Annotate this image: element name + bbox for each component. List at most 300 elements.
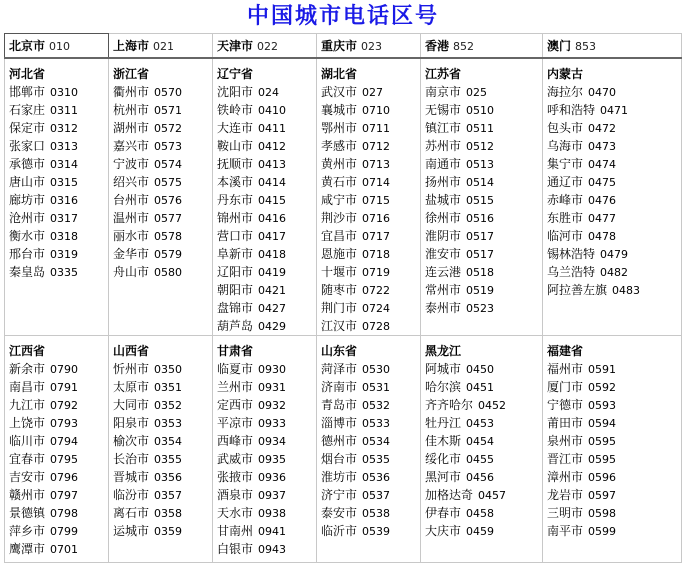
area-code: 0794 [50,435,79,448]
city-entry [425,227,542,245]
city-entry [547,245,681,263]
city-name: 泰安市 [321,506,358,520]
area-code: 0454 [466,435,495,448]
area-code: 0518 [466,266,495,279]
header-city: 北京市 [9,39,46,53]
province-row-1 [5,58,682,336]
area-code: 0356 [154,471,183,484]
city-name: 舟山市 [113,265,150,279]
city-entry [9,245,108,263]
area-code: 0354 [154,435,183,448]
city-entry [547,396,681,414]
area-code: 0532 [362,399,391,412]
city-name: 葫芦岛 [217,319,254,333]
city-name: 临夏市 [217,362,254,376]
city-name: 武威市 [217,452,254,466]
city-name: 绥化市 [425,452,462,466]
page-title: 中国城市电话区号 [246,4,439,29]
area-code: 0799 [50,525,79,538]
province-name: 山东省 [321,344,358,358]
province-cell [109,58,213,336]
city-entry [113,396,212,414]
city-entry [425,245,542,263]
city-name: 抚顺市 [217,157,254,171]
area-code: 0479 [600,248,629,261]
city-entry [425,173,542,191]
area-code: 0513 [466,158,495,171]
city-entry [217,155,316,173]
city-name: 菏泽市 [321,362,358,376]
area-code: 0516 [466,212,495,225]
city-name: 漳州市 [547,470,584,484]
city-name: 鹰潭市 [9,542,46,556]
city-entry [217,378,316,396]
area-code: 0713 [362,158,391,171]
city-entry [547,468,681,486]
city-entry [9,522,108,540]
city-entry [321,263,420,281]
area-code: 0535 [362,453,391,466]
city-entry [217,227,316,245]
city-entry [547,414,681,432]
city-entry [113,173,212,191]
city-name: 长治市 [113,452,150,466]
area-code: 0358 [154,507,183,520]
city-entry [217,522,316,540]
city-entry [321,137,420,155]
city-entry [217,191,316,209]
city-entry [113,83,212,101]
city-name: 咸宁市 [321,193,358,207]
city-entry [217,83,316,101]
area-code: 0359 [154,525,183,538]
city-entry [547,137,681,155]
area-code: 0450 [466,363,495,376]
city-name: 孝感市 [321,139,358,153]
area-code: 0455 [466,453,495,466]
area-code: 0701 [50,543,79,556]
city-name: 张家口 [9,139,46,153]
city-name: 白银市 [217,542,254,556]
city-entry [9,173,108,191]
city-entry [217,414,316,432]
city-entry [425,414,542,432]
city-entry [9,360,108,378]
area-code: 0472 [588,122,617,135]
header-cell-hongkong [421,34,543,59]
area-code: 0515 [466,194,495,207]
province-name: 浙江省 [113,67,150,81]
province-name: 山西省 [113,344,150,358]
city-name: 盐城市 [425,193,462,207]
city-entry [321,299,420,317]
city-entry [547,209,681,227]
city-entry [321,209,420,227]
area-code: 0719 [362,266,391,279]
city-entry [113,191,212,209]
city-name: 无锡市 [425,103,462,117]
area-code: 0791 [50,381,79,394]
area-code: 0512 [466,140,495,153]
area-code: 0724 [362,302,391,315]
area-code: 0483 [612,284,641,297]
header-code: 023 [361,40,383,53]
area-code: 0538 [362,507,391,520]
area-code: 0319 [50,248,79,261]
city-name: 襄城市 [321,103,358,117]
city-name: 保定市 [9,121,46,135]
city-name: 包头市 [547,121,584,135]
area-code: 0470 [588,86,617,99]
area-code: 0311 [50,104,79,117]
city-name: 上饶市 [9,416,46,430]
city-entry [547,227,681,245]
city-entry [547,263,681,281]
city-name: 石家庄 [9,103,46,117]
province-name: 湖北省 [321,67,358,81]
area-code: 0314 [50,158,79,171]
city-name: 邯郸市 [9,85,46,99]
city-name: 宁德市 [547,398,584,412]
area-code: 0795 [50,453,79,466]
city-entry [321,281,420,299]
province-name: 黑龙江 [425,344,462,358]
city-name: 朝阳市 [217,283,254,297]
area-code: 0592 [588,381,617,394]
city-name: 十堰市 [321,265,358,279]
area-code: 0352 [154,399,183,412]
area-code: 0452 [478,399,507,412]
header-city: 天津市 [217,39,254,53]
header-code: 852 [453,40,475,53]
city-name: 东胜市 [547,211,584,225]
city-entry [9,101,108,119]
city-name: 武汉市 [321,85,358,99]
area-code: 0593 [588,399,617,412]
area-code: 0715 [362,194,391,207]
city-name: 南平市 [547,524,584,538]
city-entry [547,450,681,468]
area-code: 0711 [362,122,391,135]
city-name: 杭州市 [113,103,150,117]
area-code: 024 [258,86,280,99]
area-code: 0931 [258,381,287,394]
area-code: 0539 [362,525,391,538]
city-name: 哈尔滨 [425,380,462,394]
city-name: 牡丹江 [425,416,462,430]
area-code: 0933 [258,417,287,430]
city-entry [113,263,212,281]
city-name: 临河市 [547,229,584,243]
city-entry [321,360,420,378]
city-entry [217,101,316,119]
area-code: 0574 [154,158,183,171]
city-entry [321,227,420,245]
city-entry [217,137,316,155]
area-code: 0475 [588,176,617,189]
area-code: 0580 [154,266,183,279]
city-name: 淮阴市 [425,229,462,243]
area-code: 0457 [478,489,507,502]
area-code: 0718 [362,248,391,261]
area-code: 0596 [588,471,617,484]
area-code: 0523 [466,302,495,315]
city-name: 忻州市 [113,362,150,376]
province-name: 江西省 [9,344,46,358]
area-code: 0530 [362,363,391,376]
area-code: 0796 [50,471,79,484]
city-name: 青岛市 [321,398,358,412]
area-code: 0578 [154,230,183,243]
area-code: 0415 [258,194,287,207]
city-name: 宁波市 [113,157,150,171]
city-name: 通辽市 [547,175,584,189]
area-code: 0459 [466,525,495,538]
area-code: 0416 [258,212,287,225]
area-code: 0421 [258,284,287,297]
area-code: 0576 [154,194,183,207]
area-code: 0412 [258,140,287,153]
city-entry [217,209,316,227]
city-name: 张掖市 [217,470,254,484]
city-name: 温州市 [113,211,150,225]
city-entry [547,486,681,504]
city-name: 赤峰市 [547,193,584,207]
city-entry [547,360,681,378]
city-entry [321,468,420,486]
city-entry [321,504,420,522]
area-code: 0419 [258,266,287,279]
province-cell [543,58,682,336]
city-entry [9,263,108,281]
city-entry [547,119,681,137]
area-code: 0414 [258,176,287,189]
city-entry [113,360,212,378]
municipality-header-row [5,34,682,59]
city-name: 大同市 [113,398,150,412]
city-entry [547,522,681,540]
area-code: 0411 [258,122,287,135]
area-code: 0598 [588,507,617,520]
city-entry [9,209,108,227]
area-code: 0317 [50,212,79,225]
area-code: 0482 [600,266,629,279]
province-name: 内蒙古 [547,67,584,81]
city-name: 荆门市 [321,301,358,315]
area-code: 0474 [588,158,617,171]
city-entry [425,504,542,522]
city-name: 甘南州 [217,524,254,538]
city-name: 阜新市 [217,247,254,261]
city-name: 荆沙市 [321,211,358,225]
city-entry [321,396,420,414]
city-entry [425,432,542,450]
city-name: 萍乡市 [9,524,46,538]
city-entry [113,101,212,119]
city-name: 湖州市 [113,121,150,135]
area-code: 0312 [50,122,79,135]
header-code: 853 [575,40,597,53]
city-name: 济南市 [321,380,358,394]
city-entry [321,173,420,191]
city-entry [113,227,212,245]
city-name: 锦州市 [217,211,254,225]
city-name: 福州市 [547,362,584,376]
area-code: 0790 [50,363,79,376]
city-entry [9,191,108,209]
area-code: 0935 [258,453,287,466]
header-code: 022 [257,40,279,53]
city-name: 加格达奇 [425,488,474,502]
header-city: 重庆市 [321,39,358,53]
city-name: 常州市 [425,283,462,297]
city-entry [217,396,316,414]
city-name: 南京市 [425,85,462,99]
area-code: 0531 [362,381,391,394]
city-entry [9,155,108,173]
city-name: 辽阳市 [217,265,254,279]
city-entry [425,119,542,137]
province-name: 江苏省 [425,67,462,81]
city-entry [547,281,681,299]
city-name: 淮坊市 [321,470,358,484]
area-code: 0710 [362,104,391,117]
area-code: 0717 [362,230,391,243]
city-entry [547,504,681,522]
city-entry [547,378,681,396]
city-entry [217,450,316,468]
city-name: 九江市 [9,398,46,412]
city-name: 廊坊市 [9,193,46,207]
city-name: 三明市 [547,506,584,520]
city-entry [547,191,681,209]
city-name: 沧州市 [9,211,46,225]
city-entry [217,263,316,281]
city-name: 太原市 [113,380,150,394]
city-name: 嘉兴市 [113,139,150,153]
city-name: 丽水市 [113,229,150,243]
city-entry [9,486,108,504]
area-code: 0572 [154,122,183,135]
city-name: 衡水市 [9,229,46,243]
city-name: 铁岭市 [217,103,254,117]
city-entry [321,317,420,335]
city-entry [321,522,420,540]
city-name: 淄博市 [321,416,358,430]
area-code: 0793 [50,417,79,430]
city-entry [9,450,108,468]
area-code: 0458 [466,507,495,520]
city-entry [321,245,420,263]
city-entry [425,360,542,378]
area-code: 0577 [154,212,183,225]
province-cell [543,336,682,563]
city-entry [9,378,108,396]
city-entry [547,173,681,191]
area-code: 0353 [154,417,183,430]
city-entry [113,137,212,155]
area-code: 0712 [362,140,391,153]
area-code: 0410 [258,104,287,117]
city-name: 秦皇岛 [9,265,46,279]
city-entry [9,468,108,486]
city-name: 乌兰浩特 [547,265,596,279]
area-code: 0453 [466,417,495,430]
city-name: 运城市 [113,524,150,538]
city-name: 扬州市 [425,175,462,189]
province-cell [213,336,317,563]
city-entry [217,281,316,299]
city-name: 泉州市 [547,434,584,448]
area-code: 0936 [258,471,287,484]
city-entry [9,504,108,522]
area-code: 0714 [362,176,391,189]
city-name: 莆田市 [547,416,584,430]
area-code: 0722 [362,284,391,297]
city-name: 苏州市 [425,139,462,153]
city-entry [9,414,108,432]
area-code: 0579 [154,248,183,261]
area-code: 0797 [50,489,79,502]
city-entry [321,450,420,468]
header-cell-chongqing [317,34,421,59]
city-name: 连云港 [425,265,462,279]
area-code: 0413 [258,158,287,171]
area-code: 0597 [588,489,617,502]
city-entry [547,101,681,119]
area-code: 0471 [600,104,629,117]
city-name: 宜昌市 [321,229,358,243]
area-code-table [4,33,682,563]
city-entry [425,191,542,209]
area-code: 0318 [50,230,79,243]
city-name: 盘锦市 [217,301,254,315]
area-code: 0534 [362,435,391,448]
header-cell-shanghai [109,34,213,59]
province-cell [5,336,109,563]
city-name: 黄州市 [321,157,358,171]
area-code: 0517 [466,230,495,243]
city-name: 酒泉市 [217,488,254,502]
city-entry [217,540,316,558]
city-entry [113,504,212,522]
city-entry [321,101,420,119]
area-code: 0418 [258,248,287,261]
city-name: 黑河市 [425,470,462,484]
header-code: 021 [153,40,175,53]
city-entry [425,281,542,299]
area-code: 0937 [258,489,287,502]
header-cell-tianjin [213,34,317,59]
city-name: 临川市 [9,434,46,448]
city-name: 兰州市 [217,380,254,394]
city-name: 衢州市 [113,85,150,99]
area-code: 0573 [154,140,183,153]
area-code: 0533 [362,417,391,430]
city-name: 新余市 [9,362,46,376]
city-name: 镇江市 [425,121,462,135]
city-entry [217,486,316,504]
city-name: 黄石市 [321,175,358,189]
province-row-2 [5,336,682,563]
city-entry [321,83,420,101]
city-name: 晋城市 [113,470,150,484]
header-city: 香港 [425,39,450,53]
province-name: 甘肃省 [217,344,254,358]
area-code: 0310 [50,86,79,99]
city-name: 伊春市 [425,506,462,520]
area-code: 0599 [588,525,617,538]
